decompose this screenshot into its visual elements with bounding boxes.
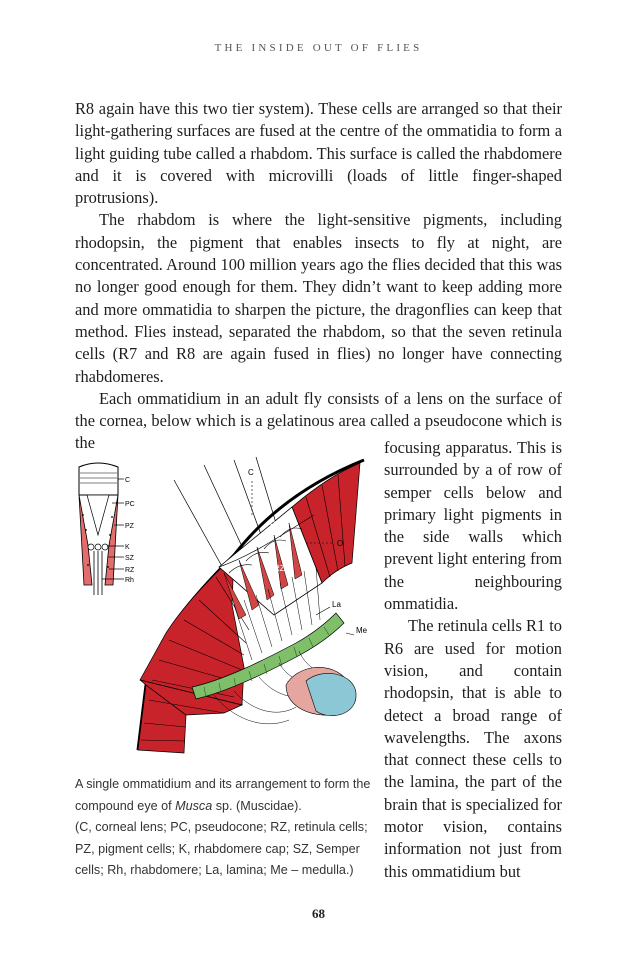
label-sz-small: SZ — [125, 555, 134, 562]
side-column-text — [384, 437, 562, 883]
running-head: THE INSIDE OUT OF FLIES — [214, 42, 423, 54]
caption-text-end: sp. (Muscidae). — [212, 798, 302, 813]
column-paragraph-1: focusing apparatus. This is surrounded by a of row of semper cells below and primary light pigments in the side walls which prevent light entering from the neighbouring ommatidia. — [384, 438, 562, 614]
caption-text: A single ommatidium and its arrangement to form the compound eye of — [75, 777, 371, 813]
main-text — [75, 98, 562, 455]
label-pc-small: PC — [125, 501, 135, 508]
label-o-large: O — [337, 539, 344, 548]
label-pz-small: PZ — [125, 523, 134, 530]
label-me-large: Me — [356, 626, 368, 635]
ommatidium-illustration — [74, 455, 374, 767]
label-pc-large: PC — [270, 520, 282, 529]
label-rh-small: Rh — [125, 577, 134, 584]
paragraph-2: The rhabdom is where the light-sensitive pigments, including rhodopsin, the pigment that enables insects to fly at night, are concentrated. Around 100 million years ago the flies decided that this was no longer good enough for them. They didn’t want to keep adding more and more ommatidia to sharpen the picture, the dragonflies can keep that method. Flies instead, separated the rhabdom, so that the seven retinula cells (R7 and R8 are again fused in flies) no longer have connecting rhabdomeres. — [75, 210, 562, 386]
label-k-small: K — [125, 544, 130, 551]
label-c-small: C — [125, 477, 131, 484]
label-c-large: C — [248, 468, 254, 477]
paragraph-3: Each ommatidium in an adult fly consists of a lens on the surface of the cornea, below which is a gelatinous area called a pseudocone which is the — [75, 388, 562, 453]
column-paragraph-2: The retinula cells R1 to R6 are used for motion vision, and contain rhodopsin, that is able to detect a broad range of wavelengths. The axons that connect these cells to the lamina, the part of the brain that is specialized for motor vision, contains information not just from this ommatidium but — [384, 616, 562, 881]
label-rz-large: RZ — [274, 564, 285, 573]
figure-caption — [75, 774, 375, 882]
compound-eye-diagram — [138, 457, 368, 753]
label-rz-small: RZ — [125, 567, 135, 574]
caption-legend: (C, corneal lens; PC, pseudocone; RZ, retinula cells; PZ, pigment cells; K, rhabdomere cap; SZ, Semper cells; Rh, rhabdomere; La, lamina; Me – medulla.) — [75, 820, 368, 877]
caption-species: Musca — [175, 798, 213, 813]
label-la-large: La — [332, 600, 341, 609]
page-number: 68 — [312, 906, 325, 921]
ommatidium-figure — [74, 455, 374, 767]
single-ommatidium-diagram — [79, 463, 135, 595]
paragraph-1: R8 again have this two tier system). These cells are arranged so that their light-gathering surfaces are fused at the centre of the ommatidia to form a light guiding tube called a rhabdom. This surface is called the rhabdomere and it is covered with microvilli (loads of little finger-shaped protrusions). — [75, 99, 562, 208]
